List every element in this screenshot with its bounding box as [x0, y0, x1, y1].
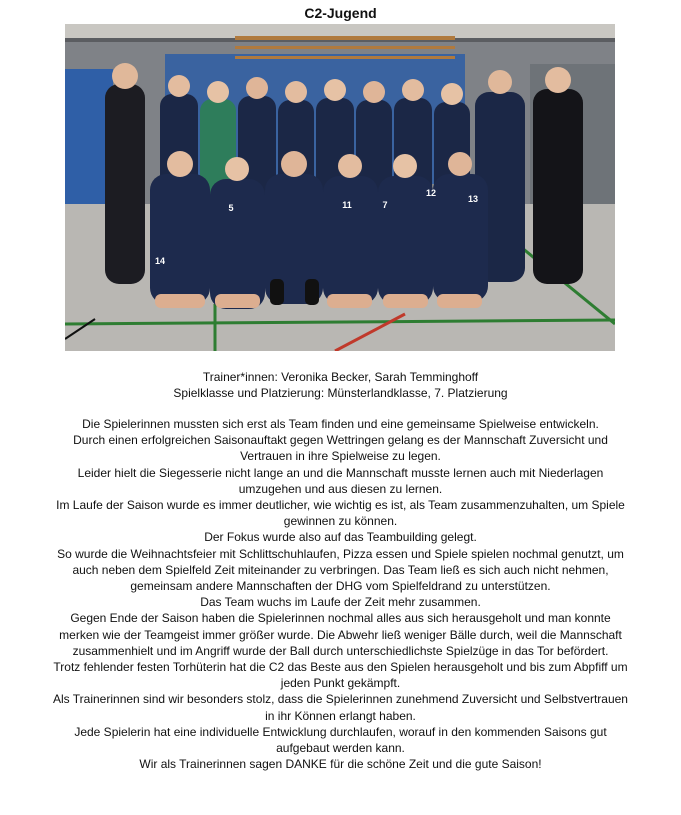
season-report [52, 416, 629, 772]
jersey-number: 5 [228, 203, 234, 213]
jersey-number: 13 [467, 194, 479, 204]
report-paragraph: Wir als Trainerinnen sagen DANKE für die schöne Zeit und die gute Saison! [139, 757, 542, 772]
report-paragraph: Durch einen erfolgreichen Saisonauftakt gegen Wettringen gelang es der Mannschaft Zuversicht und Vertrauen in ihre Spielweise zu legen. [73, 433, 608, 464]
report-paragraph: Im Laufe der Saison wurde es immer deutlicher, wie wichtig es ist, als Team zusammenzuhalten, um Spiele gewinnen zu können. [56, 498, 625, 529]
trainers-line: Trainer*innen: Veronika Becker, Sarah Temminghoff [202, 370, 479, 384]
jersey-number: 7 [382, 200, 388, 210]
report-paragraph: Als Trainerinnen sind wir besonders stolz, dass die Spielerinnen zunehmend Zuversicht und Selbstvertrauen in ihr Können erlangt haben. [53, 692, 628, 723]
report-paragraph: Der Fokus wurde also auf das Teambuilding gelegt. [204, 530, 477, 545]
league-line: Spielklasse und Platzierung: Münsterlandklasse, 7. Platzierung [173, 386, 508, 400]
report-paragraph: Gegen Ende der Saison haben die Spielerinnen nochmal alles aus sich herausgeholt und man konnte merken wie der Teamgeist immer größer wurde. Die Abwehr ließ weniger Bälle durch, weil die Mannschaft zusammenhielt und im Angriff wurde der Ball durch unterschiedlichste Spielzüge in das Tor befördert. [59, 611, 622, 658]
jersey-number: 11 [342, 200, 352, 210]
report-paragraph: Trotz fehlender festen Torhüterin hat die C2 das Beste aus den Spielen herausgeholt und bis zum Abpfiff um jeden Punkt gekämpft. [53, 660, 628, 691]
report-paragraph: So wurde die Weihnachtsfeier mit Schlittschuhlaufen, Pizza essen und Spiele spielen nochmal genutzt, um auch neben dem Spielfeld Zeit miteinander zu verbringen. Das Team ließ es sich auch nicht nehmen, gemeinsam andere Mannschaften der DHG vom Spielfeldrand zu unterstützen. [57, 546, 624, 594]
team-photo-illustration [65, 24, 615, 351]
report-paragraph: Leider hielt die Siegesserie nicht lange an und die Mannschaft musste lernen auch mit Niederlagen umzugehen und aus diesen zu lernen. [77, 465, 604, 496]
report-paragraph: Das Team wuchs im Laufe der Zeit mehr zusammen. [200, 595, 481, 610]
jersey-number: 14 [154, 256, 166, 266]
page-title: C2-Jugend [304, 5, 377, 21]
team-meta [0, 369, 681, 401]
report-paragraph: Jede Spielerin hat eine individuelle Entwicklung durchlaufen, worauf in den kommenden Saisons gut aufgebaut werden kann. [74, 724, 607, 756]
report-paragraph: Die Spielerinnen mussten sich erst als Team finden und eine gemeinsame Spielweise entwickeln. [82, 417, 599, 431]
jersey-number: 12 [425, 188, 437, 198]
team-photo [65, 24, 615, 351]
